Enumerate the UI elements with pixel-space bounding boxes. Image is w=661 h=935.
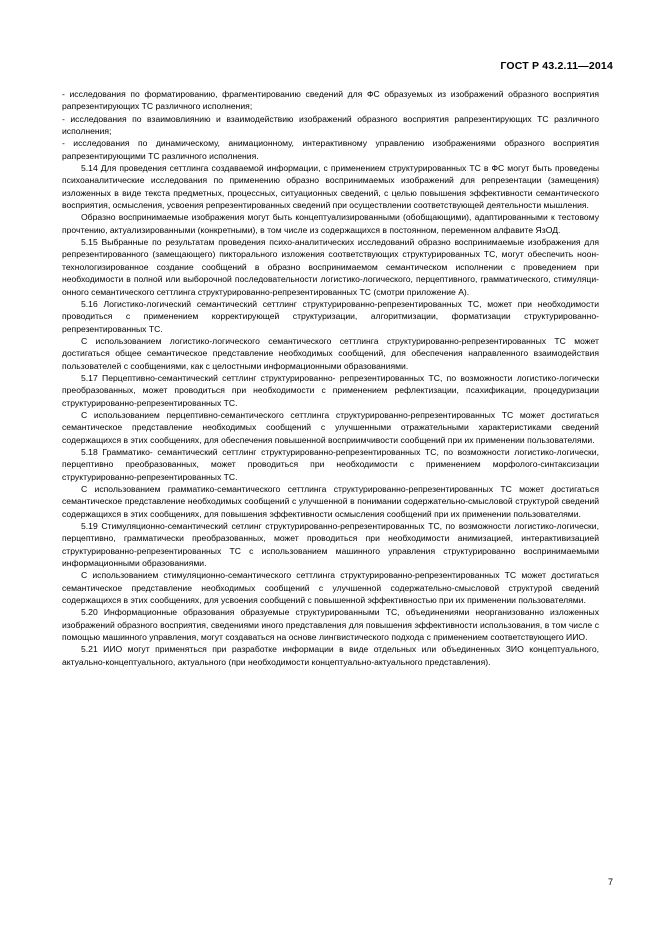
- page-header: ГОСТ Р 43.2.11—2014: [500, 60, 613, 72]
- paragraph: 5.16 Логистико-логический семантический сеттлинг структурированно-репрезентированных ТС, может при необходимости проводиться с применением корректирующей структуризации, алгоритмизации, форматизации структурированно-репрезентированных ТС.: [62, 298, 599, 334]
- paragraph: С использованием грамматико-семантического сеттлинга структурированно-репрезентированных ТС может достигаться семантическое представление необходимых сообщений с улучшенной в понимании содержательно-смысловой структурой сведений содержащихся в этих сообщениях, для повышения эффективности осмысления сообщений при их применении пользователями.: [62, 484, 599, 519]
- paragraph: 5.14 Для проведения сеттлинга создаваемой информации, с применением структурированных ТС в ФС могут быть проведены психоаналитические исследования по применению образно воспринимаемых изображений для репрезентации (замещения) изложенных в виде текста предметных, процессных, ситуационных сведений, с целью повышения эффективности семантического восприятия, осмысления, усвоения репрезентированных сведений при осуществлении соответствующей деятельности мышления.: [62, 163, 599, 211]
- paragraph: 5.15 Выбранные по результатам проведения психо-аналитических исследований образно воспринимаемые изображения для репрезентированного (замещающего) пикторального изложения соответствующих структурированных ТС, могут обеспечить ноон-технологизированное создание сообщений в образно воспринимаемом семантическом исполнении с проведением при необходимости в полной или выборочной последовательности логистико-логического, перцептивного, грамматического, стимуляционного семантического сеттлинга структурированно-репрезентированных ТС (смотри приложение А).: [62, 237, 599, 297]
- paragraph: - исследования по динамическому, анимационному, интерактивному управлению изображениями образного восприятия рапрезентирующими ТС различного исполнения.: [62, 138, 599, 161]
- paragraph: 5.18 Грамматико- семантический сеттлинг структурированно-репрезентированных ТС, по возможности логистико-логически, перцептивно преобразованных, может проводиться при необходимости с применением морфолого-синтаксизации структурированно-репрезентированных ТС.: [62, 446, 599, 482]
- page-body: [62, 88, 599, 668]
- paragraph: 5.21 ИИО могут применяться при разработке информации в виде отдельных или объединенных ЗИО концептуального, актуально-концептуального, актуального (при необходимости концептуально-актуального представления).: [62, 644, 599, 667]
- paragraph: 5.19 Стимуляционно-семантический сетлинг структурированно-репрезентированных ТС, по возможности логистико-логически, перцептивно, грамматически преобразованных, может проводиться при необходимости анимизацией, интерактивизацией структурированно-репрезентированных ТС с использованием машинного управления структурированно воспринимаемыми информационными образованиями.: [62, 521, 599, 569]
- page-number: 7: [607, 877, 613, 887]
- paragraph: Образно воспринимаемые изображения могут быть концептуализированными (обобщающими), адаптированными к тестовому прочтению, актуализированными (конкретными), в том числе из содержащихся в постоянном, переменном алфавите ЯзОД.: [62, 212, 599, 235]
- paragraph: 5.17 Перцептивно-семантический сеттлинг структурированно- репрезентированных ТС, по возможности логистико-логически преобразованных, может проводиться при необходимости с применением рефлектизации, псахификации, процедуризации структурированно-репрезентированных ТС.: [62, 372, 599, 408]
- paragraph: С использованием перцептивно-семантического сеттлинга структурированно-репрезентированных ТС может достигаться семантическое представление необходимых сообщений с улучшенными отражательными характеристиками сведений содержащихся в этих сообщениях, для обеспечения повышенной восприимчивости сообщений при их применении пользователями.: [62, 409, 599, 445]
- paragraph: - исследования по взаимовлиянию и взаимодействию изображений образного восприятия рапрезентирующих ТС различного исполнения;: [62, 113, 599, 137]
- paragraph: 5.20 Информационные образования образуемые структурированными ТС, объединениями неорганизованно изложенных изображений образного восприятия, сведениями иного представления для повышения эффективности использования, в том числе с помощью машинного управления, могут создаваться на основе лингвистического подхода с применением соответствующего ИИО.: [62, 607, 599, 643]
- paragraph: - исследования по форматированию, фрагментированию сведений для ФС образуемых из изображений образного восприятия рапрезентирующих ТС различного исполнения;: [62, 89, 599, 112]
- paragraph: С использованием логистико-логического семантического сеттлинга структурированно-репрезентированных ТС может достигаться общее семантическое представление необходимых сообщений, для обеспечения направленного взаимодействия пользователей с сообщениями, как с целостными информационными образованиями.: [62, 335, 599, 371]
- paragraph: С использованием стимуляционно-семантического сеттлинга структурированно-репрезентированных ТС может достигаться семантическое представление необходимых сообщений с улучшенной содержательно-смысловой структурой сведений содержащихся в этих сообщениях, для усвоения сообщений с повышенной эффективностью при их применении пользователями.: [62, 570, 599, 606]
